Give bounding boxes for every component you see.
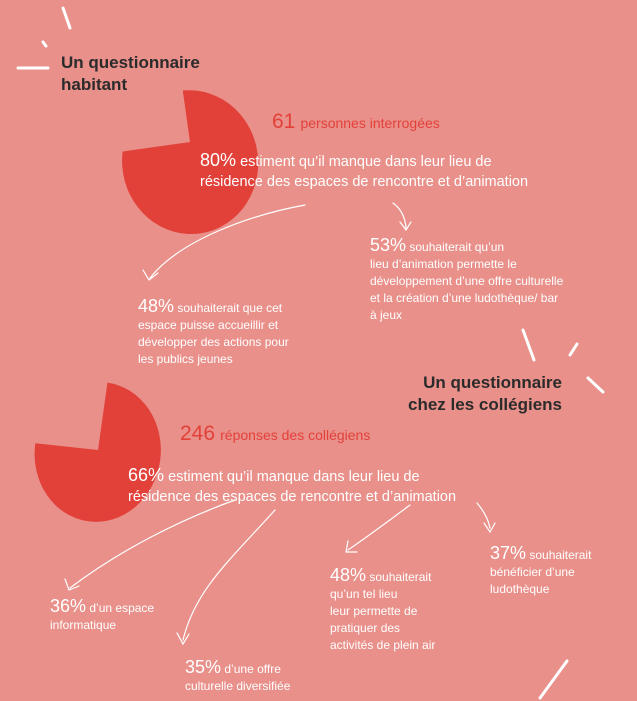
section1-count-number: 61 [272,110,296,133]
section2-c-percent: 48% [330,565,367,585]
section1-title-line2: habitant [61,75,128,94]
section2-title-line1: Un questionnaire [423,373,563,392]
section2-a-line1: d’un espace [89,601,155,615]
section2-b-percent: 35% [185,657,222,677]
section1-right-stat [370,235,563,324]
section2-stat-a [50,596,154,634]
section1-left-stat [138,296,289,368]
section1-title-line1: Un questionnaire [61,53,200,72]
section2-count-number: 246 [180,422,216,445]
section2-stat-b [185,657,290,695]
section1-left-line2: espace puisse accueillir et [138,318,279,332]
section1-title [61,52,200,96]
section1-right-line1: souhaiterait qu’un [409,240,505,254]
section1-left-line3: développer des actions pour [138,335,289,349]
section2-d-percent: 37% [490,543,527,563]
section2-title [408,372,562,416]
section1-right-line5: à jeux [370,308,403,322]
section1-main-line2: résidence des espaces de rencontre et d’animation [200,174,529,190]
section2-b-line2: culturelle diversifiée [185,679,291,693]
section1-left-line4: les publics jeunes [138,352,233,366]
section2-c-line3: leur permette de [330,604,418,618]
section2-d-line3: ludothèque [490,582,550,596]
section1-left-line1: souhaiterait que cet [177,301,283,315]
section2-main-stat [128,465,456,507]
section1-main-stat [200,150,528,192]
section1-right-percent: 53% [370,235,407,255]
section2-d-line1: souhaiterait [529,548,592,562]
section2-title-line2: chez les collégiens [408,395,563,414]
section1-main-percent: 80% [200,150,237,170]
section1-right-line3: développement d’une offre culturelle [370,274,564,288]
section2-main-percent: 66% [128,465,165,485]
section1-count-label: personnes interrogées [300,115,440,131]
section1-main-line1: estiment qu’il manque dans leur lieu de [240,154,492,170]
section2-a-percent: 36% [50,596,87,616]
section2-c-line5: activités de plein air [330,638,436,652]
section2-c-line4: pratiquer des [330,621,401,635]
section2-c-line1: souhaiterait [369,570,432,584]
section2-count-label: réponses des collégiens [220,427,371,443]
section1-right-line4: et la création d’une ludothèque/ bar [370,291,559,305]
section2-b-line1: d’une offre [224,662,281,676]
section2-main-line1: estiment qu’il manque dans leur lieu de [168,469,420,485]
section2-c-line2: qu’un tel lieu [330,587,398,601]
section2-main-line2: résidence des espaces de rencontre et d’animation [128,489,457,505]
section2-a-line2: informatique [50,618,117,632]
section1-left-percent: 48% [138,296,175,316]
section1-right-line2: lieu d’animation permette le [370,257,517,271]
section1-count [272,110,440,134]
section2-d-line2: bénéficier d’une [490,565,575,579]
section2-count [180,422,370,446]
section2-stat-c [330,565,435,654]
section2-stat-d [490,543,591,598]
